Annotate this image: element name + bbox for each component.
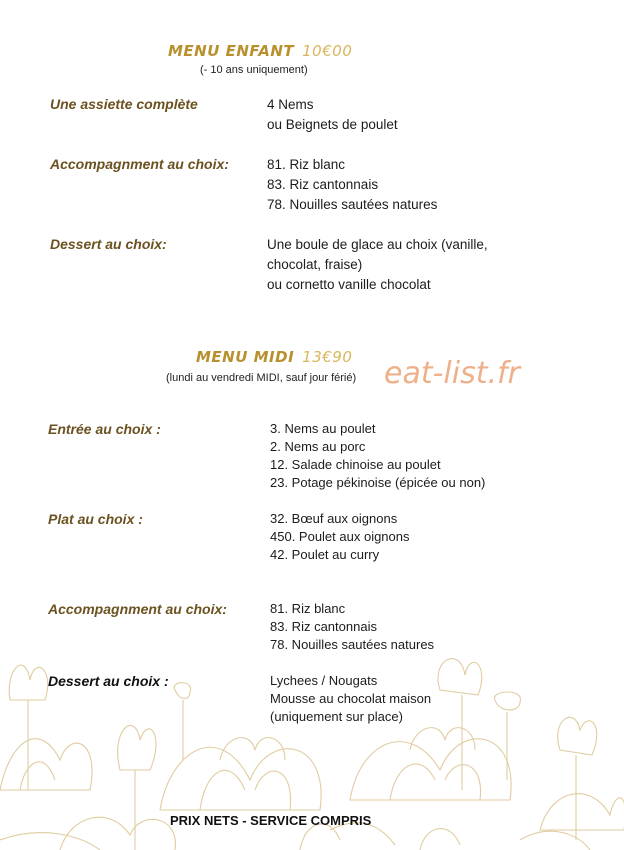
section-items [270,672,431,726]
menu-item: 81. Riz blanc [267,157,346,172]
menu-item: (uniquement sur place) [270,709,403,724]
section-label: Dessert au choix : [48,673,169,689]
watermark-text: eat-list.fr [384,356,520,391]
section-items [270,420,485,492]
menu-item: Mousse au chocolat maison [270,691,432,706]
menu-item: Lychees / Nougats [270,673,378,688]
menu-midi-title-text: MENU MIDI [196,348,295,366]
menu-enfant-title-text: MENU ENFANT [168,42,295,60]
menu-enfant-subtitle: (- 10 ans uniquement) [200,64,308,76]
section-label: Accompagnment au choix: [50,156,229,172]
menu-item: 81. Riz blanc [270,601,346,616]
section-label: Une assiette complète [50,96,198,112]
menu-item: 42. Poulet au curry [270,547,380,562]
menu-item: 4 Nems [267,97,314,112]
menu-item: Une boule de glace au choix (vanille, [267,237,488,252]
section-label: Dessert au choix: [50,236,167,252]
section-items [267,235,488,295]
menu-midi-subtitle: (lundi au vendredi MIDI, sauf jour férié) [166,372,357,384]
menu-item: 2. Nems au porc [270,439,366,454]
menu-item: 83. Riz cantonnais [267,177,379,192]
menu-item: ou cornetto vanille chocolat [267,277,431,292]
menu-enfant-price: 10€00 [302,42,353,60]
menu-item: 12. Salade chinoise au poulet [270,457,441,472]
menu-item: 450. Poulet aux oignons [270,529,410,544]
menu-item: 3. Nems au poulet [270,421,376,436]
menu-item: 78. Nouilles sautées natures [267,197,438,212]
menu-midi-title [196,348,352,366]
menu-item: 32. Bœuf aux oignons [270,511,398,526]
section-items [267,155,437,215]
menu-item: ou Beignets de poulet [267,117,398,132]
menu-midi-price: 13€90 [302,348,353,366]
menu-item: 23. Potage pékinoise (épicée ou non) [270,475,486,490]
section-items [270,600,434,654]
footer-note: PRIX NETS - SERVICE COMPRIS [170,813,372,828]
section-label: Plat au choix : [48,511,143,527]
section-items [267,95,398,135]
section-label: Entrée au choix : [48,421,161,437]
section-label: Accompagnment au choix: [48,601,227,617]
menu-item: chocolat, fraise) [267,257,363,272]
menu-item: 83. Riz cantonnais [270,619,377,634]
menu-enfant-title [168,42,352,60]
menu-item: 78. Nouilles sautées natures [270,637,435,652]
section-items [270,510,410,564]
